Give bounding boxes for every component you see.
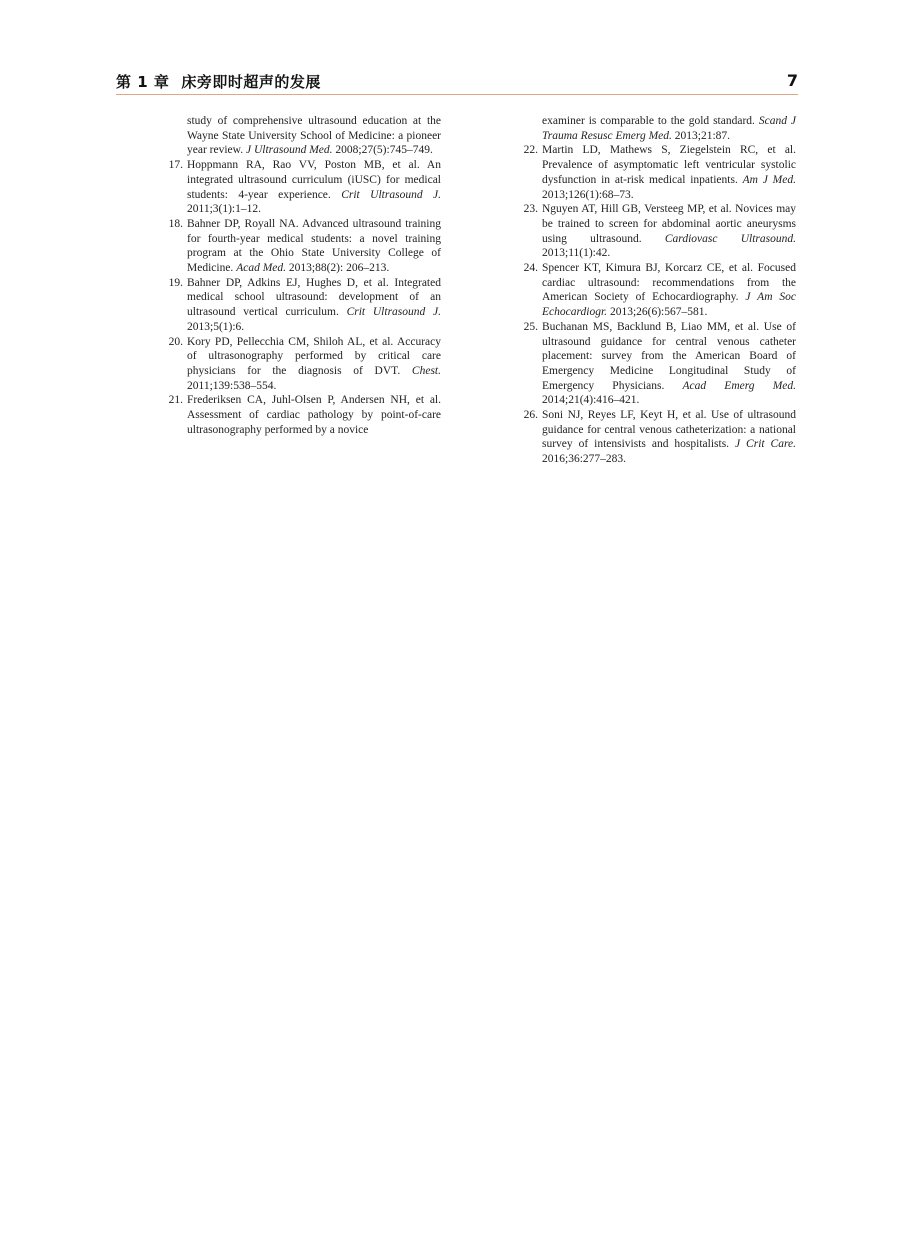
- reference-text: Buchanan MS, Backlund B, Liao MM, et al. Use of ultrasound guidance for central venous catheter placement: survey from the American Board of Emergency Medicine Longitudinal Study of Emergency Physicians.: [542, 320, 796, 392]
- reference-text: examiner is comparable to the gold standard.: [542, 115, 759, 127]
- chapter-heading: [116, 71, 321, 92]
- reference-number: 20.: [168, 335, 183, 348]
- chapter-label: 第 1 章: [116, 73, 170, 91]
- chapter-title: 床旁即时超声的发展: [181, 73, 321, 91]
- reference-number: 22.: [523, 144, 538, 157]
- reference-item: [168, 276, 441, 335]
- reference-item: [523, 202, 796, 261]
- reference-journal: Cardiovasc Ultrasound.: [664, 232, 796, 245]
- reference-item: [523, 408, 796, 467]
- reference-number: 23.: [523, 203, 538, 216]
- reference-journal: J Ultrasound Med.: [245, 144, 333, 157]
- reference-citation: 2013;21:87.: [671, 129, 731, 142]
- reference-citation: 2008;27(5):745–749.: [332, 144, 433, 157]
- reference-journal: J Crit Care.: [735, 438, 796, 451]
- reference-item: [187, 114, 441, 158]
- reference-text: Hoppmann RA, Rao VV, Poston MB, et al. An integrated ultrasound curriculum (iUSC) for medical students: 4-year experience.: [187, 159, 441, 201]
- reference-item: [168, 217, 441, 276]
- reference-journal: Am J Med.: [742, 173, 796, 186]
- reference-item: [542, 114, 796, 143]
- page-number: 7: [786, 71, 798, 90]
- reference-journal: Acad Emerg Med.: [682, 379, 796, 392]
- reference-number: 21.: [168, 394, 183, 407]
- reference-journal: Chest.: [411, 364, 441, 377]
- reference-journal: Scand J Trauma Resusc Emerg Med.: [542, 115, 796, 142]
- reference-journal: Acad Med.: [236, 262, 287, 275]
- references-left-column: [168, 114, 441, 437]
- reference-item: [168, 158, 441, 217]
- reference-item: [523, 261, 796, 320]
- reference-text: Bahner DP, Royall NA. Advanced ultrasound training for fourth-year medical students: a novel training program at the Ohio State University College of Medicine.: [187, 217, 441, 275]
- reference-citation: 2016;36:277–283.: [542, 453, 627, 466]
- reference-text: Frederiksen CA, Juhl-Olsen P, Andersen NH, et al. Assessment of cardiac pathology by point-of-care ultrasonography performed by a novice: [187, 394, 441, 436]
- reference-citation: 2014;21(4):416–421.: [542, 394, 640, 407]
- reference-text: Kory PD, Pellecchia CM, Shiloh AL, et al. Accuracy of ultrasonography performed by critical care physicians for the diagnosis of DVT.: [187, 335, 441, 377]
- reference-citation: 2013;88(2): 206–213.: [286, 262, 390, 275]
- reference-text: Nguyen AT, Hill GB, Versteeg MP, et al. Novices may be trained to screen for abdominal aortic aneurysms using ultrasound.: [542, 203, 796, 245]
- page-header: [116, 70, 798, 95]
- reference-number: 25.: [523, 320, 538, 333]
- reference-citation: 2011;139:538–554.: [187, 379, 277, 392]
- reference-text: Martin LD, Mathews S, Ziegelstein RC, et al. Prevalence of asymptomatic left ventricular systolic dysfunction in at-risk medical inpatients.: [542, 144, 796, 186]
- reference-number: 18.: [168, 217, 183, 230]
- reference-number: 24.: [523, 262, 538, 275]
- reference-citation: 2013;126(1):68–73.: [542, 188, 634, 201]
- reference-text: Spencer KT, Kimura BJ, Korcarz CE, et al. Focused cardiac ultrasound: recommendations from the American Society of Echocardiography.: [542, 262, 796, 304]
- reference-number: 26.: [523, 409, 538, 422]
- reference-item: [523, 143, 796, 202]
- reference-number: 19.: [168, 276, 183, 289]
- reference-item: [168, 335, 441, 394]
- reference-text: Soni NJ, Reyes LF, Keyt H, et al. Use of ultrasound guidance for central venous catheterization: a national survey of intensivists and hospitalists.: [542, 409, 796, 451]
- reference-text: study of comprehensive ultrasound education at the Wayne State University School of Medicine: a pioneer year review.: [187, 115, 441, 157]
- reference-item: [523, 320, 796, 408]
- reference-journal: J Am Soc Echocardiogr.: [542, 291, 796, 319]
- reference-journal: Crit Ultrasound J.: [346, 306, 441, 319]
- reference-item: [168, 393, 441, 437]
- reference-journal: Crit Ultrasound J.: [341, 188, 441, 201]
- reference-citation: 2013;11(1):42.: [542, 247, 611, 260]
- reference-citation: 2011;3(1):1–12.: [187, 203, 261, 216]
- reference-citation: 2013;5(1):6.: [187, 320, 245, 333]
- reference-number: 17.: [168, 159, 183, 172]
- references-right-column: [523, 114, 796, 467]
- reference-citation: 2013;26(6):567–581.: [607, 306, 708, 319]
- reference-text: Bahner DP, Adkins EJ, Hughes D, et al. Integrated medical school ultrasound: development of an ultrasound vertical curriculum.: [187, 276, 441, 319]
